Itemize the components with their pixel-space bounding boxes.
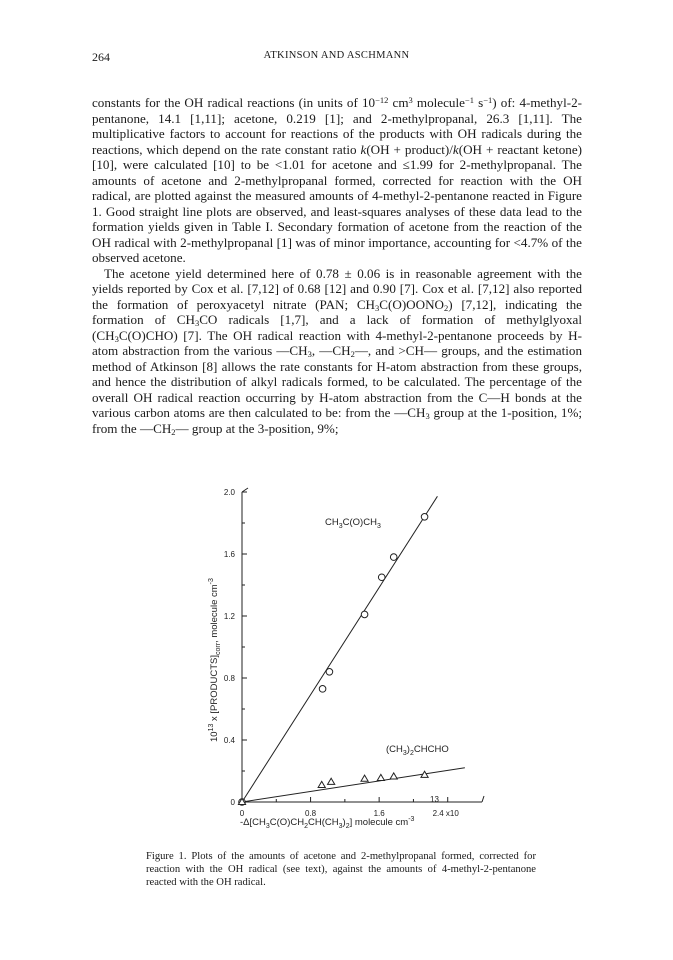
text-run: group at the 1-position, 1%; from the —CH [92, 405, 582, 436]
series-label-acetone: $CH_3C(O)CH_3$ [325, 517, 381, 530]
y-tick-label: 1.2 [223, 612, 235, 621]
data-point-acetone [319, 686, 326, 693]
y-tick-label: 0.4 [223, 736, 235, 745]
subscript: 2 [444, 302, 449, 313]
superscript: 3 [408, 95, 413, 105]
body-text [92, 95, 582, 436]
text-run: CO radicals [1,7], and a lack of formation of methylglyoxal (CH [92, 312, 582, 343]
text-run: C(O)CHO) [7]. The OH radical reaction with 4-methyl-2-pentanone proceeds by H-atom abstraction from the various —CH [92, 327, 582, 358]
subscript: 3 [307, 349, 312, 359]
superscript: −12 [375, 95, 389, 105]
text-run: , —CH [311, 343, 351, 358]
text-run: The acetone yield determined here of 0.78 ± 0.06 is in reasonable agreement with the yields reported by Cox et al. [7,12] of 0.68 [12] and 0.90 [7]. Cox et al. [7,12] also reported the formation of peroxyacetyl nitrate (PAN; CH [92, 265, 582, 312]
paragraph-2 [92, 266, 582, 437]
text-run: ) [7,12], indicating the formation of CH [92, 296, 582, 327]
x-tick-exponent: 13 [430, 795, 439, 804]
x-axis-end-flourish [482, 796, 484, 802]
data-point-2-methylpropanal [328, 778, 335, 784]
data-point-acetone [361, 611, 368, 618]
page-number: 264 [92, 50, 110, 64]
superscript: −1 [483, 95, 493, 105]
y-tick-label: 2.0 [223, 488, 235, 497]
text-run: —, and >CH— groups, and the estimation method of Atkinson [8] allows the rate constants for H-atom abstraction from these groups, and hence the distribution of alkyl radicals formed, to be calculated. The percentage of the overall OH radical reaction occurring by H-atom abstraction from the C—H bonds at the various carbon atoms are then calculated to be: from the —CH [92, 343, 582, 420]
chart-lines [242, 496, 465, 802]
text-run: — group at the 3-position, 9%; [175, 420, 339, 436]
x-axis-title: $-\Delta[CH_3C(O)CH_2CH(CH_3)_2]$ molecule $cm^{-3}$ [240, 816, 415, 830]
italic-k: k [360, 141, 367, 157]
figure-caption: Figure 1. Plots of the amounts of acetone and 2-methylpropanal formed, corrected for reaction with the OH radical (see text), against the amounts of 4-methyl-2-pentanone reacted with the OH radical. [146, 851, 536, 888]
data-point-2-methylpropanal [377, 774, 384, 780]
subscript: 3 [375, 302, 380, 313]
y-tick-label: 0.8 [223, 674, 235, 683]
subscript: 3 [194, 318, 200, 328]
text-run: molecule [412, 95, 465, 110]
x-tick-label: 0.8 [305, 809, 317, 818]
chart [190, 472, 510, 842]
data-point-2-methylpropanal [390, 773, 397, 779]
text-run: (OH + reactant ketone) [10], were calculated [10] to be <1.01 for acetone and ≤1.99 for 2-methylpropanal. The amounts of acetone and 2-methylpropanal formed, corrected for reaction with the OH radical, are plotted against the measured amounts of 4-methyl-2-pentanone reacted in Figure 1. Good straight line plots are observed, and least-squares analyses of these data lead to the formation yields given in Table I. Secondary formation of acetone from the reaction of the OH radical with 2-methylpropanal [1] was of minor importance, accounting for <4.7% of the observed acetone. [92, 141, 583, 265]
y-axis-title: $10^{13}$ x $[PRODUCTS]_{corr}$, molecule $cm^{-3}$ [208, 578, 222, 742]
subscript: 2 [171, 426, 176, 437]
paragraph-1 [92, 95, 582, 266]
figure-1 [190, 472, 510, 842]
y-tick-label: 0 [230, 798, 235, 807]
text-run: cm [388, 95, 409, 110]
y-tick-label: 1.6 [223, 550, 235, 559]
subscript: 2 [350, 349, 355, 359]
data-point-acetone [390, 554, 397, 561]
fit-line-acetone [242, 496, 437, 802]
subscript: 3 [114, 333, 119, 344]
series-label-2-methylpropanal: $(CH_3)_2CHCHO$ [386, 744, 449, 757]
page-header [92, 50, 581, 66]
text-run: s [473, 95, 484, 110]
data-point-2-methylpropanal [318, 781, 325, 787]
running-head: ATKINSON AND ASCHMANN [263, 50, 410, 61]
data-point-2-methylpropanal [361, 775, 368, 781]
text-run: constants for the OH radical reactions (in units of 10 [92, 95, 376, 110]
y-axis-top-flourish [242, 488, 248, 492]
text-run: C(O)OONO [379, 296, 444, 312]
subscript: 3 [425, 411, 430, 421]
x-tick-label: 1.6 [373, 809, 385, 818]
x-tick-label: 0 [239, 809, 245, 818]
data-point-acetone [378, 574, 385, 581]
x-tick-label: 2.4 x10 [432, 809, 459, 818]
data-point-acetone [326, 669, 333, 676]
chart-ticks [224, 488, 460, 818]
text-run: ) of: 4-methyl-2-pentanone, 14.1 [1,11]; acetone, 0.219 [1]; and 2-methylpropanal, 26.3 [1,11]. The multiplicative factors to account for reactions of the products with OH radicals during the reactions, which depend on the rate constant ratio [92, 95, 582, 157]
data-point-acetone [421, 514, 428, 521]
text-run: (OH + product)/ [366, 141, 453, 157]
italic-k: k [452, 141, 459, 157]
superscript: −1 [464, 95, 474, 105]
